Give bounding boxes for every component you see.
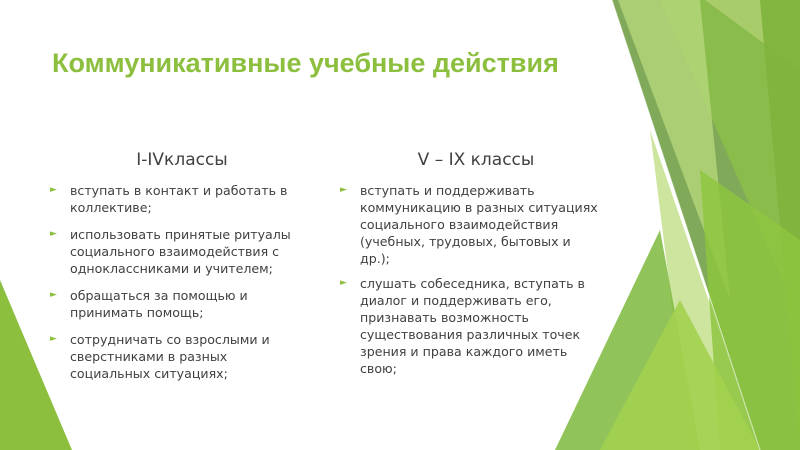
triangle-right-icon: ►	[50, 290, 57, 300]
list-item	[50, 287, 308, 321]
slide-title: Коммуникативные учебные действия	[52, 48, 559, 78]
list-item	[340, 275, 602, 377]
triangle-right-icon: ►	[50, 229, 57, 239]
triangle-right-icon: ►	[50, 334, 57, 344]
list-item-text: вступать в контакт и работать в коллективе;	[70, 183, 288, 215]
right-bullet-list	[340, 182, 602, 377]
list-item-text: сотрудничать со взрослыми и сверстниками в разных социальных ситуациях;	[70, 332, 270, 381]
list-item	[50, 226, 308, 277]
left-bullet-list	[50, 182, 308, 382]
list-item	[340, 182, 602, 267]
list-item-text: обращаться за помощью и принимать помощь;	[70, 288, 248, 320]
list-item	[50, 331, 308, 382]
right-column-heading: V – IX классы	[417, 150, 535, 170]
list-item-text: вступать и поддерживать коммуникацию в разных ситуациях социального взаимодействия (учебных, трудовых, бытовых и др.);	[360, 183, 598, 266]
list-item	[50, 182, 308, 216]
list-item-text: слушать собеседника, вступать в диалог и поддерживать его, признавать возможность существования различных точек зрения и права каждого иметь свою;	[360, 276, 585, 376]
triangle-right-icon: ►	[340, 278, 347, 288]
triangle-right-icon: ►	[340, 185, 347, 195]
list-item-text: использовать принятые ритуалы социального взаимодействия с одноклассниками и учителем;	[70, 227, 291, 276]
left-column-heading: I-IVклассы	[136, 150, 228, 170]
left-column	[50, 150, 308, 392]
right-column	[340, 150, 602, 385]
triangle-right-icon: ►	[50, 185, 57, 195]
